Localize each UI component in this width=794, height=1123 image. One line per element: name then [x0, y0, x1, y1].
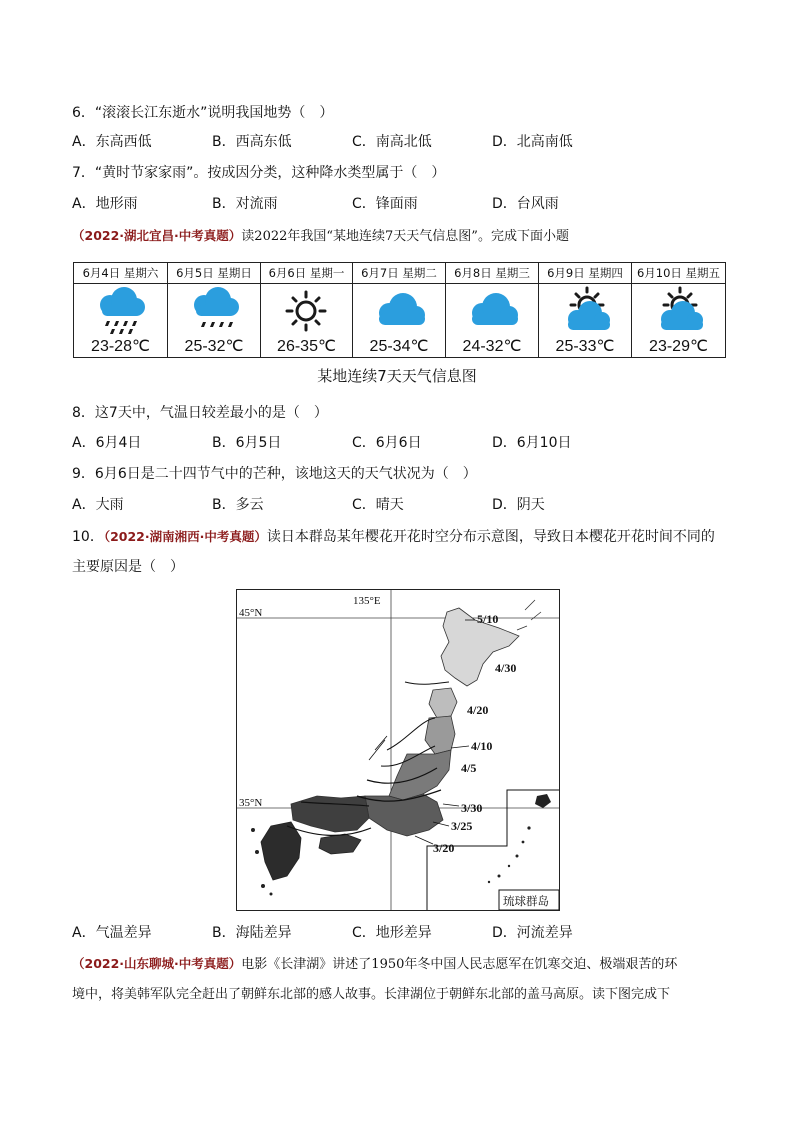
weather-temp: 25-32℃	[184, 338, 244, 355]
q7-option-a: A．地形雨	[72, 196, 138, 212]
bloom-date-label: 5/10	[477, 612, 499, 626]
weather-temp: 25-33℃	[555, 338, 615, 355]
q10-option-c: C．地形差异	[352, 925, 432, 941]
weather-day-header: 6月6日 星期一	[261, 263, 352, 284]
weather-table	[73, 262, 726, 358]
q7-option-d: D．台风雨	[492, 196, 559, 212]
weather-day-header: 6月9日 星期四	[539, 263, 631, 284]
question-10-stem	[72, 528, 715, 546]
bloom-date-label: 4/20	[467, 703, 489, 717]
q6-option-d: D．北高南低	[492, 134, 573, 150]
weather-day	[261, 263, 353, 357]
q8-option-a: A．6月4日	[72, 435, 142, 451]
question-10-text: 读日本群岛某年樱花开花时空分布示意图，导致日本樱花开花时间不同的	[266, 529, 715, 545]
q10-option-b: B．海陆差异	[212, 925, 292, 941]
intro-changjin-cont: 境中，将美韩军队完全赶出了朝鲜东北部的感人故事。长津湖位于朝鲜东北部的盖马高原。读下图完成下	[72, 987, 671, 1002]
q8-option-c: C．6月6日	[352, 435, 422, 451]
q8-option-b: B．6月5日	[212, 435, 282, 451]
question-number: 10．	[72, 529, 104, 545]
longitude-label: 135°E	[353, 595, 381, 607]
q9-option-c: C．晴天	[352, 497, 404, 513]
sun-cloud-icon	[632, 285, 725, 337]
weather-day-header: 6月4日 星期六	[74, 263, 167, 284]
question-9-stem: 9．6月6日是二十四节气中的芒种，该地这天的天气状况为（ ）	[72, 466, 477, 482]
weather-temp: 24-32℃	[462, 338, 522, 355]
weather-day-header: 6月5日 星期日	[168, 263, 260, 284]
cloud-icon	[446, 285, 538, 337]
weather-day	[74, 263, 168, 357]
intro-changjin	[72, 955, 677, 974]
intro-weather-text: 读2022年我国“某地连续7天天气信息图”。完成下面小题	[241, 229, 569, 244]
japan-sakura-map	[236, 589, 560, 911]
q7-option-c: C．锋面雨	[352, 196, 418, 212]
weather-day-header: 6月8日 星期三	[446, 263, 538, 284]
weather-temp: 23-28℃	[91, 338, 150, 355]
q10-option-d: D．河流差异	[492, 925, 573, 941]
weather-day-header: 6月10日 星期五	[632, 263, 725, 284]
q6-option-a: A．东高西低	[72, 134, 152, 150]
weather-day	[353, 263, 446, 357]
source-tag: （2022·山东聊城·中考真题）	[72, 956, 242, 971]
source-tag: （2022·湖北宜昌·中考真题）	[72, 228, 242, 243]
bloom-date-label: 3/20	[433, 841, 455, 855]
intro-weather	[72, 227, 569, 246]
weather-temp: 26-35℃	[277, 338, 336, 355]
question-6-stem: 6．“滚滚长江东逝水”说明我国地势（ ）	[72, 105, 334, 121]
bloom-date-label: 3/30	[461, 801, 483, 815]
weather-day	[168, 263, 261, 357]
bloom-date-label: 4/5	[461, 761, 477, 775]
weather-day-header: 6月7日 星期二	[353, 263, 445, 284]
question-10-stem-cont: 主要原因是（ ）	[72, 559, 184, 575]
latitude-label: 35°N	[239, 797, 263, 809]
q9-option-b: B．多云	[212, 497, 264, 513]
q7-option-b: B．对流雨	[212, 196, 278, 212]
q8-option-d: D．6月10日	[492, 435, 572, 451]
weather-temp: 23-29℃	[649, 338, 708, 355]
question-8-stem: 8．这7天中，气温日较差最小的是（ ）	[72, 405, 328, 421]
source-tag: （2022·湖南湘西·中考真题）	[103, 529, 267, 544]
question-7-stem: 7．“黄时节家家雨”。按成因分类，这种降水类型属于（ ）	[72, 165, 446, 181]
bloom-date-label: 3/25	[451, 819, 473, 833]
q6-option-c: C．南高北低	[352, 134, 432, 150]
q10-option-a: A．气温差异	[72, 925, 152, 941]
weather-day	[446, 263, 539, 357]
bloom-date-label: 4/10	[471, 739, 493, 753]
latitude-label: 45°N	[239, 607, 263, 619]
sun-cloud-icon	[539, 285, 631, 337]
cloud-rain-icon	[74, 285, 167, 337]
cloud-icon	[353, 285, 445, 337]
q9-option-a: A．大雨	[72, 497, 124, 513]
intro-changjin-text: 电影《长津湖》讲述了1950年冬中国人民志愿军在饥寒交迫、极端艰苦的环	[241, 957, 678, 972]
weather-day	[539, 263, 632, 357]
cloud-rain-icon	[168, 285, 260, 337]
weather-caption: 某地连续7天天气信息图	[317, 367, 477, 385]
q6-option-b: B．西高东低	[212, 134, 292, 150]
bloom-date-label: 4/30	[495, 661, 517, 675]
inset-label: 琉球群岛	[503, 894, 549, 908]
sun-icon	[261, 285, 352, 337]
weather-day	[632, 263, 725, 357]
q9-option-d: D．阴天	[492, 497, 545, 513]
weather-temp: 25-34℃	[369, 338, 429, 355]
